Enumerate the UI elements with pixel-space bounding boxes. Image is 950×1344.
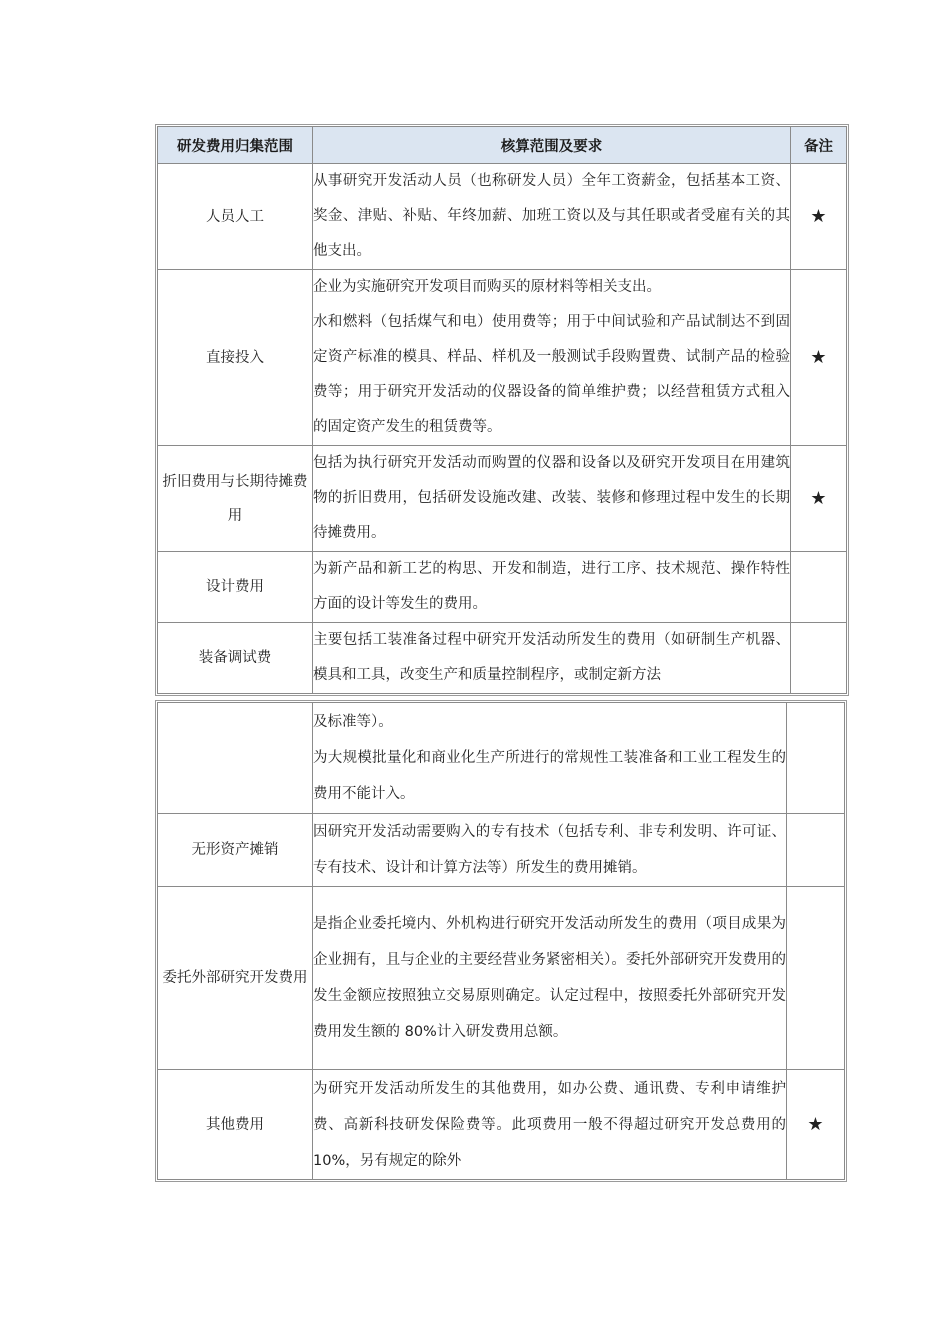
row-description: 主要包括工装准备过程中研究开发活动所发生的费用（如研制生产机器、模具和工具，改变生产和质量控制程序，或制定新方法 [313, 623, 791, 694]
row-note [787, 887, 845, 1070]
table-row [158, 887, 845, 1070]
star-icon: ★ [791, 446, 847, 552]
row-category: 无形资产摊销 [158, 814, 313, 887]
table-row [158, 623, 847, 694]
row-description: 包括为执行研究开发活动而购置的仪器和设备以及研究开发项目在用建筑物的折旧费用，包括研发设施改建、改装、装修和修理过程中发生的长期待摊费用。 [313, 446, 791, 552]
header-note: 备注 [791, 127, 847, 164]
table-row [158, 446, 847, 552]
row-category: 委托外部研究开发费用 [158, 887, 313, 1070]
table-header-row [158, 127, 847, 164]
row-note [791, 623, 847, 694]
row-note [791, 552, 847, 623]
expense-table-part-1 [157, 126, 847, 694]
row-note [787, 703, 845, 814]
table-row [158, 552, 847, 623]
star-icon: ★ [791, 270, 847, 446]
row-category: 人员人工 [158, 164, 313, 270]
row-category [158, 703, 313, 814]
row-description: 及标准等）。 为大规模批量化和商业化生产所进行的常规性工装准备和工业工程发生的费用不能计入。 [313, 703, 787, 814]
row-description: 为新产品和新工艺的构思、开发和制造，进行工序、技术规范、操作特性方面的设计等发生的费用。 [313, 552, 791, 623]
row-category: 装备调试费 [158, 623, 313, 694]
header-scope: 核算范围及要求 [313, 127, 791, 164]
row-description: 为研究开发活动所发生的其他费用，如办公费、通讯费、专利申请维护费、高新科技研发保险费等。此项费用一般不得超过研究开发总费用的 10%，另有规定的除外 [313, 1070, 787, 1180]
row-category: 折旧费用与长期待摊费用 [158, 446, 313, 552]
row-description: 从事研究开发活动人员（也称研发人员）全年工资薪金，包括基本工资、奖金、津贴、补贴、年终加薪、加班工资以及与其任职或者受雇有关的其他支出。 [313, 164, 791, 270]
row-note [787, 814, 845, 887]
table-row [158, 1070, 845, 1180]
table-row [158, 164, 847, 270]
table-row [158, 703, 845, 814]
row-category: 设计费用 [158, 552, 313, 623]
header-category: 研发费用归集范围 [158, 127, 313, 164]
row-category: 直接投入 [158, 270, 313, 446]
expense-table-part-2 [157, 702, 845, 1180]
star-icon: ★ [787, 1070, 845, 1180]
row-category: 其他费用 [158, 1070, 313, 1180]
table-row [158, 270, 847, 446]
table-row [158, 814, 845, 887]
row-description: 因研究开发活动需要购入的专有技术（包括专利、非专利发明、许可证、专有技术、设计和计算方法等）所发生的费用摊销。 [313, 814, 787, 887]
row-description: 是指企业委托境内、外机构进行研究开发活动所发生的费用（项目成果为企业拥有，且与企业的主要经营业务紧密相关）。委托外部研究开发费用的发生金额应按照独立交易原则确定。认定过程中，按照委托外部研究开发费用发生额的 80%计入研发费用总额。 [313, 887, 787, 1070]
star-icon: ★ [791, 164, 847, 270]
row-description: 企业为实施研究开发项目而购买的原材料等相关支出。 水和燃料（包括煤气和电）使用费等；用于中间试验和产品试制达不到固定资产标准的模具、样品、样机及一般测试手段购置费、试制产品的检验费等；用于研究开发活动的仪器设备的简单维护费；以经营租赁方式租入的固定资产发生的租赁费等。 [313, 270, 791, 446]
